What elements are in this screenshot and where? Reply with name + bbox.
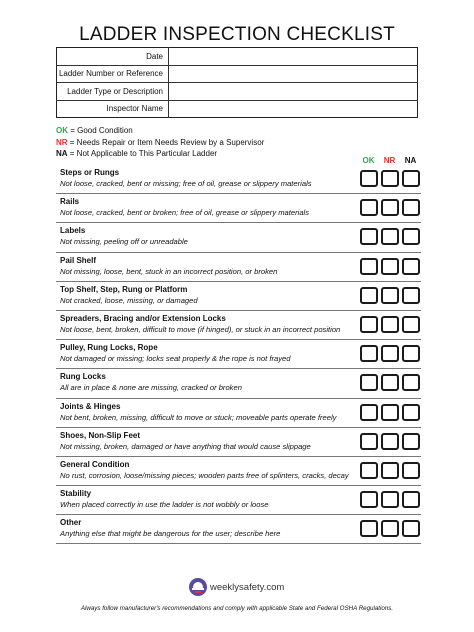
nr-checkbox[interactable] [381,228,399,245]
ok-checkbox[interactable] [360,374,378,391]
na-checkbox[interactable] [402,433,420,450]
checklist-item-title: Stability [60,489,92,499]
rating-checkboxes [360,258,422,276]
checklist-item [56,282,421,311]
footer-note: Always follow manufacturer's recommendations and comply with applicable State and Federal OSHA Regulations. [80,605,394,612]
checklist-item [56,340,421,369]
ok-checkbox[interactable] [360,287,378,304]
checklist-item-title: Shoes, Non-Slip Feet [60,430,141,440]
inspection-info-table [56,47,418,118]
checklist-item [56,515,421,544]
rating-checkboxes [360,287,422,305]
info-label: Ladder Type or Description [57,83,169,101]
checklist-item [56,399,421,428]
checklist-item-description: Not bent, broken, missing, difficult to move or stuck; moveable parts operate freely [60,412,337,422]
rating-checkboxes [360,462,422,480]
checklist-item-title: Labels [60,226,86,236]
checklist-item [56,253,421,282]
ok-checkbox[interactable] [360,199,378,216]
na-checkbox[interactable] [402,228,420,245]
info-value-field[interactable] [169,65,418,83]
page-title: LADDER INSPECTION CHECKLIST [79,24,395,45]
legend-ok-code: OK [56,126,68,135]
info-value-field[interactable] [169,48,418,66]
hardhat-icon [189,578,207,596]
logo-brand-text: weeklysafety.com [210,582,285,593]
na-checkbox[interactable] [402,374,420,391]
na-checkbox[interactable] [402,404,420,421]
checklist-item [56,165,421,194]
checklist-item-description: When placed correctly in use the ladder is not wobbly or loose [60,500,269,510]
ok-checkbox[interactable] [360,433,378,450]
nr-checkbox[interactable] [381,287,399,304]
checklist-item [56,457,421,486]
checklist-item [56,486,421,515]
ok-checkbox[interactable] [360,170,378,187]
checklist-item [56,369,421,398]
checklist-item-title: General Condition [60,459,130,469]
rating-checkboxes [360,404,422,422]
rating-checkboxes [360,374,422,392]
rating-checkboxes [360,228,422,246]
info-value-field[interactable] [169,100,418,118]
rating-checkboxes [360,199,422,217]
checklist-item-title: Rails [60,197,80,207]
ok-checkbox[interactable] [360,520,378,537]
rating-checkboxes [360,433,422,451]
checklist-item-description: Not loose, cracked, bent or broken; free of oil, grease or slippery materials [60,208,310,218]
weeklysafety-logo [189,578,299,598]
checklist-item-title: Joints & Hinges [60,401,121,411]
nr-checkbox[interactable] [381,520,399,537]
checklist-item-description: Not damaged or missing; locks seat properly & the rope is not frayed [60,354,291,364]
info-value-field[interactable] [169,83,418,101]
checklist-item [56,194,421,223]
info-label: Inspector Name [57,100,169,118]
legend-ok [56,125,264,137]
checklist-item-description: Not missing, peeling off or unreadable [60,237,188,247]
column-header-ok: OK [362,156,375,165]
nr-checkbox[interactable] [381,170,399,187]
legend-nr-code: NR [56,137,68,147]
nr-checkbox[interactable] [381,433,399,450]
checklist-item [56,311,421,340]
legend-nr-text: = Needs Repair or Item Needs Review by a Supervisor [67,137,265,147]
legend-na-code: NA [56,149,68,158]
rating-checkboxes [360,316,422,334]
checklist-item-title: Spreaders, Bracing and/or Extension Locks [60,313,226,323]
na-checkbox[interactable] [402,199,420,216]
legend-na-text: = Not Applicable to This Particular Ladder [67,149,218,158]
legend [56,125,264,160]
checklist-item-description: No rust, corrosion, loose/missing pieces; wooden parts free of splinters, cracks, decay [60,470,349,480]
na-checkbox[interactable] [402,491,420,508]
ok-checkbox[interactable] [360,258,378,275]
nr-checkbox[interactable] [381,258,399,275]
na-checkbox[interactable] [402,462,420,479]
ok-checkbox[interactable] [360,228,378,245]
checklist-item [56,428,421,457]
legend-na [56,148,264,160]
ok-checkbox[interactable] [360,404,378,421]
checklist-item-description: Not loose, cracked, bent or missing; free of oil, grease or slippery materials [60,179,312,188]
na-checkbox[interactable] [402,316,420,333]
rating-checkboxes [360,170,422,188]
nr-checkbox[interactable] [381,491,399,508]
ok-checkbox[interactable] [360,316,378,333]
rating-checkboxes [360,520,422,538]
checklist-item-description: Anything else that might be dangerous for the user; describe here [60,529,281,539]
nr-checkbox[interactable] [381,374,399,391]
na-checkbox[interactable] [402,345,420,362]
nr-checkbox[interactable] [381,199,399,216]
ok-checkbox[interactable] [360,491,378,508]
info-row [57,48,418,66]
checklist-item-title: Pulley, Rung Locks, Rope [60,343,158,353]
na-checkbox[interactable] [402,287,420,304]
checklist-item-title: Top Shelf, Step, Rung or Platform [60,284,188,294]
checklist-item-title: Other [60,518,82,528]
checklist-item-title: Rung Locks [60,372,106,382]
rating-checkboxes [360,345,422,363]
na-checkbox[interactable] [402,258,420,275]
column-header-na: NA [404,156,417,165]
checklist-item-title: Pail Shelf [60,255,97,265]
info-row [57,83,418,101]
nr-checkbox[interactable] [381,345,399,362]
info-label: Date [57,48,169,66]
info-label: Ladder Number or Reference [57,65,169,83]
na-checkbox[interactable] [402,170,420,187]
nr-checkbox[interactable] [381,316,399,333]
checklist-items [56,165,421,544]
ok-checkbox[interactable] [360,345,378,362]
checklist-item-description: Not cracked, loose, missing, or damaged [60,295,198,305]
legend-nr [56,137,264,149]
checklist-item-title: Steps or Rungs [60,168,120,177]
checklist-item [56,223,421,252]
column-header-nr: NR [383,156,396,165]
legend-ok-text: = Good Condition [68,126,133,135]
nr-checkbox[interactable] [381,404,399,421]
checklist-item-description: Not missing, broken, damaged or have anything that would cause slippage [60,441,311,451]
checklist-item-description: Not missing, loose, bent, stuck in an incorrect position, or broken [60,266,278,276]
checklist-item-description: Not loose, bent, broken, difficult to move (if hinged), or stuck in an incorrect position [60,324,341,334]
ok-checkbox[interactable] [360,462,378,479]
nr-checkbox[interactable] [381,462,399,479]
info-row [57,65,418,83]
checklist-item-description: All are in place & none are missing, cracked or broken [60,383,242,393]
info-row [57,100,418,118]
rating-checkboxes [360,491,422,509]
na-checkbox[interactable] [402,520,420,537]
